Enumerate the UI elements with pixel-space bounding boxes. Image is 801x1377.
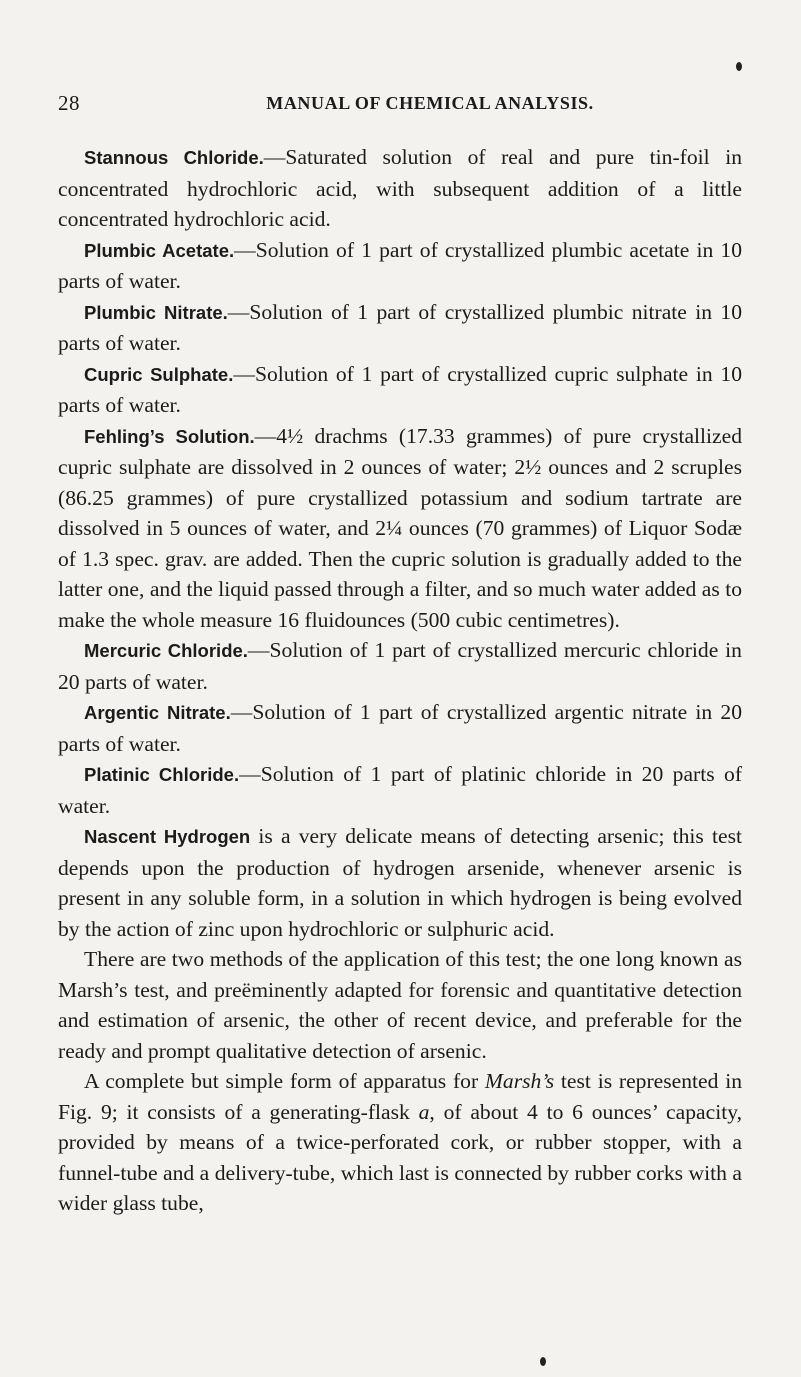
body-text	[58, 142, 742, 1219]
running-title: MANUAL OF CHEMICAL ANALYSIS.	[266, 93, 594, 113]
text-run: , of about 4 to 6 ounces’ capacity, provided by means of a twice-perforated cork, or rubber stopper, with a funnel-tube and a delivery-tube, which last is connected by rubber corks with a wider glass tube,	[58, 1099, 742, 1215]
page-number: 28	[58, 91, 80, 115]
ink-speck-bottom	[540, 1357, 546, 1366]
term-heading: Fehling’s Solution.	[84, 425, 255, 447]
term-heading: Platinic Chloride.	[84, 764, 240, 785]
text-run: test is represented in Fig. 9; it consists of a generating-flask	[58, 1069, 742, 1124]
paragraph-platinic-chloride	[58, 759, 742, 821]
paragraph-stannous-chloride	[58, 142, 742, 235]
paragraph-text: —Solution of 1 part of crystallized argentic nitrate in 20 parts of water.	[58, 700, 742, 756]
paragraph-text: —Solution of 1 part of platinic chloride in 20 parts of water.	[58, 762, 743, 818]
term-heading: Nascent Hydrogen	[84, 826, 251, 847]
term-heading: Cupric Sulphate.	[84, 363, 234, 385]
paragraph-apparatus	[58, 1066, 742, 1219]
paragraph-methods: There are two methods of the application of this test; the one long known as Marsh’s test, and preëminently adapted for forensic and quantitative detection and estimation of arsenic, the other of recent device, and preferable for the ready and prompt qualitative detection of arsenic.	[58, 947, 742, 1063]
term-heading: Plumbic Acetate.	[84, 239, 235, 261]
paragraph-text: —Saturated solution of real and pure tin-foil in concentrated hydrochloric acid, with subsequent addition of a little concentrated hydrochloric acid.	[58, 145, 742, 231]
paragraph-argentic-nitrate	[58, 697, 742, 759]
paragraph-text: is a very delicate means of detecting arsenic; this test depends upon the production of hydrogen arsenide, whenever arsenic is present in any soluble form, in a solution in which hydrogen is being evolved by the action of zinc upon hydrochloric or sulphuric acid.	[58, 824, 742, 941]
term-heading: Plumbic Nitrate.	[84, 301, 228, 323]
paragraph-text: —Solution of 1 part of crystallized plumbic acetate in 10 parts of water.	[58, 237, 743, 293]
term-heading: Mercuric Chloride.	[84, 640, 248, 661]
paragraph-text: —Solution of 1 part of crystallized mercuric chloride in 20 parts of water.	[58, 638, 742, 694]
paragraph-mercuric-chloride	[58, 635, 742, 697]
paragraph-plumbic-acetate	[58, 235, 742, 297]
paragraph-nascent-hydrogen	[58, 821, 742, 944]
ink-speck-top	[736, 62, 742, 71]
paragraph-text: —Solution of 1 part of crystallized cupric sulphate in 10 parts of water.	[58, 361, 742, 417]
paragraph-text: —Solution of 1 part of crystallized plumbic nitrate in 10 parts of water.	[58, 299, 742, 355]
paragraph-cupric-sulphate	[58, 359, 742, 421]
paragraph-fehlings-solution	[58, 421, 742, 636]
flask-letter: a	[418, 1099, 430, 1124]
paragraph-plumbic-nitrate	[58, 297, 742, 359]
page-header	[58, 91, 742, 121]
text-run: A complete but simple form of apparatus for	[84, 1069, 485, 1093]
term-heading: Argentic Nitrate.	[84, 702, 231, 723]
term-heading: Stannous Chloride.	[84, 147, 264, 168]
emphasis-marsh: Marsh’s	[484, 1069, 555, 1093]
paragraph-text: —4½ drachms (17.33 grammes) of pure crystallized cupric sulphate are dissolved in 2 ounces of water; 2½ ounces and 2 scruples (86.25 grammes) of pure crystallized potassium and sodium tartrate are dissolved in 5 ounces of water, and 2¼ ounces (70 grammes) of Liquor Sodæ of 1.3 spec. grav. are added. Then the cupric solution is gradually added to the latter one, and the liquid passed through a filter, and so much water added as to make the whole measure 16 fluidounces (500 cubic centimetres).	[58, 423, 742, 632]
